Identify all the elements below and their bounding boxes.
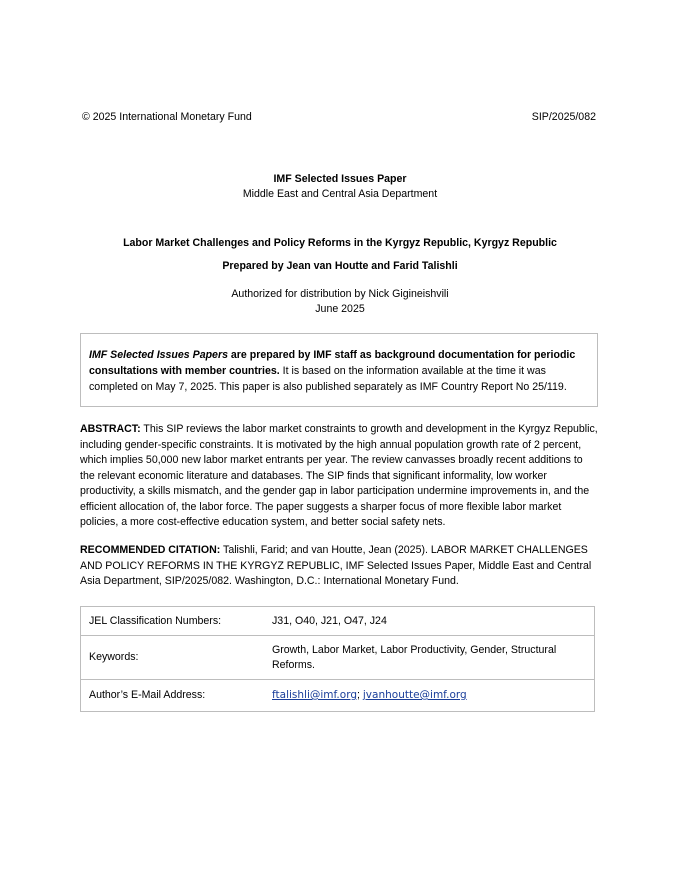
notice-italic-lead: IMF Selected Issues Papers [89, 349, 228, 361]
keywords-value: Growth, Labor Market, Labor Productivity, Gender, Structural Reforms. [257, 636, 595, 680]
notice-plain-text: It is based on the information available at the time it was completed on May 7, 2025. This paper is also published separately as IMF Country Report No 25/119. [89, 365, 567, 393]
copyright-notice: © 2025 International Monetary Fund [82, 111, 252, 123]
keywords-label: Keywords: [81, 636, 258, 680]
table-row [81, 636, 595, 680]
authorization-line: Authorized for distribution by Nick Gigineishvili [231, 288, 449, 300]
table-row [81, 680, 595, 712]
table-row [81, 607, 595, 636]
abstract-section [80, 422, 600, 531]
metadata-table [80, 606, 595, 712]
disclaimer-box [80, 333, 598, 407]
paper-id: SIP/2025/082 [531, 111, 596, 123]
abstract-text: This SIP reviews the labor market constraints to growth and development in the Kyrgyz Republic, including gender-specific constraints. It is motivated by the high annual population growth rate of 2 percent, which implies 50,000 new labor market entrants per year. The review canvasses broadly recent additions to the relevant economic literature and databases. The SIP finds that significant informality, low worker productivity, a skills mismatch, and the gender gap in labor participation undermine improvements in, and the efficient allocation of, the labor force. The paper suggests a sharper focus of more flexible labor market policies, a more cost-effective education system, and better social safety nets. [80, 423, 598, 528]
citation-text: Talishli, Farid; and van Houtte, Jean (2025). LABOR MARKET CHALLENGES AND POLICY REFORMS IN THE KYRGYZ REPUBLIC, IMF Selected Issues Paper, Middle East and Central Asia Department, SIP/2025/082. Washington, D.C.: International Monetary Fund. [80, 544, 592, 587]
email-cell [257, 680, 595, 712]
paper-authors: Prepared by Jean van Houtte and Farid Talishli [222, 260, 458, 272]
page-header [82, 110, 596, 124]
jel-label: JEL Classification Numbers: [81, 607, 258, 636]
citation-label: RECOMMENDED CITATION: [80, 544, 221, 556]
email-link-talishli[interactable]: ftalishli@imf.org [272, 689, 357, 701]
publication-date: June 2025 [315, 303, 365, 315]
citation-section [80, 543, 600, 590]
department-name: Middle East and Central Asia Department [242, 188, 438, 200]
abstract-label: ABSTRACT: [80, 423, 141, 435]
paper-title: Labor Market Challenges and Policy Reforms in the Kyrgyz Republic, Kyrgyz Republic [123, 237, 557, 249]
notice-bold-text: are prepared by IMF staff as background documentation for periodic consultations with member countries. [89, 349, 576, 377]
email-separator: ; [357, 689, 363, 701]
email-link-vanhoutte[interactable]: jvanhoutte@imf.org [362, 689, 467, 701]
jel-value: J31, O40, J21, O47, J24 [257, 607, 595, 636]
email-label: Author’s E-Mail Address: [81, 680, 258, 712]
series-title: IMF Selected Issues Paper [273, 173, 407, 185]
